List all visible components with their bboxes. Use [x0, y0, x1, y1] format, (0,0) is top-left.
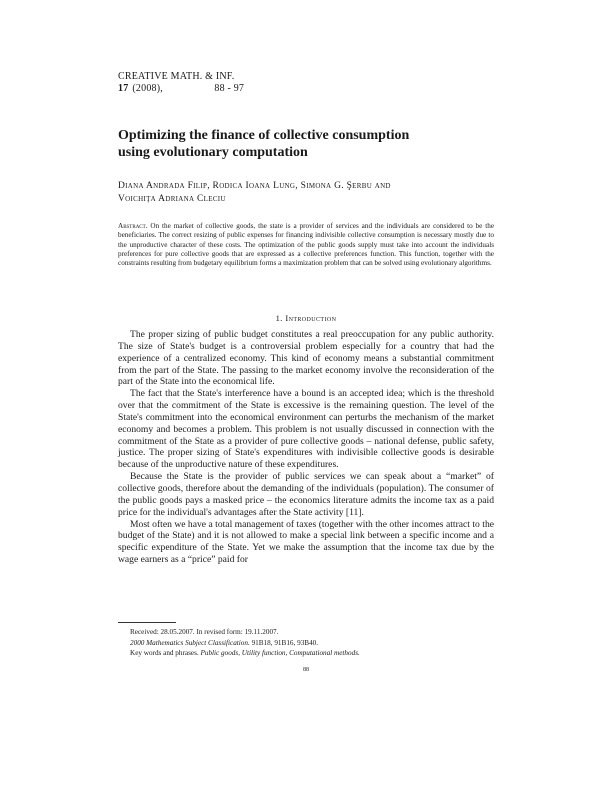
journal-year: (2008),	[132, 83, 163, 94]
authors-line-1: Diana Andrada Filip, Rodica Ioana Lung, Simona G. Şerbu and	[118, 181, 391, 191]
footnote-keywords	[130, 648, 490, 659]
footnote-msc	[130, 638, 490, 649]
journal-volume: 17	[118, 83, 129, 94]
msc-codes: 91B18, 91B16, 93B40.	[251, 638, 319, 647]
footnote-divider	[118, 622, 176, 623]
authors-line-2: Voichiţa Adriana Cleciu	[118, 194, 226, 204]
journal-name: CREATIVE MATH. & INF.	[118, 71, 235, 82]
msc-label: 2000 Mathematics Subject Classification.	[130, 638, 250, 647]
title-line-2: using evolutionary computation	[118, 145, 308, 160]
paragraph: Because the State is the provider of public services we can speak about a “market” of collective goods, therefore about the demanding of the individuals (population). The consumer of the public goods pays a masked price – the economics literature admits the income tax as a paid price for the individual's advantages after the State activity [11].	[118, 471, 494, 518]
footnote-received: Received: 28.05.2007. In revised form: 19.11.2007.	[130, 628, 279, 636]
author-list	[118, 180, 498, 206]
title-line-1: Optimizing the finance of collective consumption	[118, 128, 410, 143]
abstract	[118, 222, 494, 268]
abstract-label: Abstract.	[118, 222, 148, 230]
paragraph: Most often we have a total management of taxes (together with the other incomes attract to the budget of the State) and it is not allowed to make a special link between a specific income and a specific expenditure of the State. Yet we make the assumption that the income tax due by the wage earners as a “price” paid for	[118, 518, 494, 566]
journal-pages: 88 - 97	[214, 83, 245, 94]
keywords-text: Public goods, Utility function, Computational methods.	[200, 649, 360, 658]
paragraph: The proper sizing of public budget constitutes a real preoccupation for any public authority. The size of State's budget is a controversial problem especially for a country that had the experience of a centralized economy. This kind of economy means a substantial commitment from the part of the State. The passing to the market economy involve the reconsideration of the part of the State into the economical life.	[118, 329, 494, 388]
paper-title	[118, 127, 498, 161]
paragraph: The fact that the State's interference have a bound is an accepted idea; which is the threshold over that the commitment of the State is excessive is the remaining question. The level of the State's commitment into the economical environment can perturbs the mechanism of the market economy and becomes a problem. This problem is not usually discussed in connection with the commitment of the State as a provider of pure collective goods – national defense, public safety, justice. The proper sizing of State's expenditures with indivisible collective goods is desirable because of the unproductive nature of these expenditures.	[118, 388, 494, 471]
journal-header	[118, 71, 244, 95]
keywords-label: Key words and phrases.	[130, 649, 199, 658]
body-text	[118, 329, 494, 566]
page-number: 88	[303, 667, 309, 673]
section-heading: 1. Introduction	[275, 313, 337, 323]
abstract-text: On the market of collective goods, the state is a provider of services and the individuals are considered to be the beneficiaries. The correct resizing of public expenses for financing indivisible collective consumption is necessary mostly due to the unproductive character of these costs. The optimization of the public goods supply must take into account the individuals preferences for pure collective goods that are expressed as a collective preferences function. This function, together with the constraints resulting from budgetary equilibrium forms a maximization problem that can be solved using evolutionary algorithms.	[118, 222, 495, 268]
footnotes	[130, 627, 490, 659]
